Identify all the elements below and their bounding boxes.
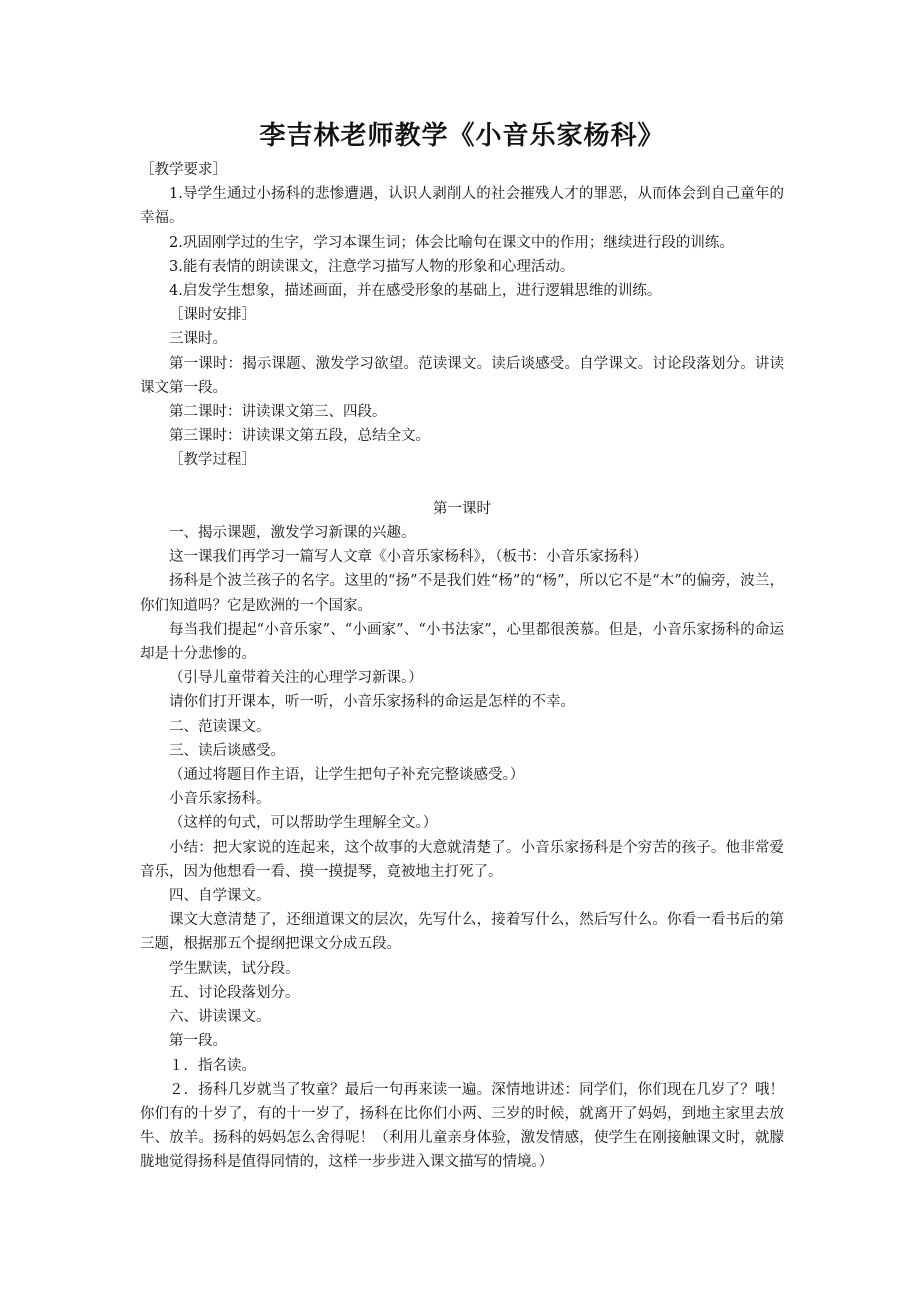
step-6: 六、讲读课文。 [169, 1009, 271, 1026]
step-3: 三、读后谈感受。 [169, 742, 285, 759]
schedule-lesson-2: 第二课时：讲读课文第三、四段。 [169, 404, 387, 421]
blank-line [140, 473, 784, 497]
step-2: 二、范读课文。 [169, 718, 271, 735]
schedule-lesson-1: 第一课时：揭示课题、激发学习欲望。范读课文。读后谈感受。自学课文。讨论段落划分。讲读课文第一段。 [140, 355, 784, 396]
document-page [140, 118, 784, 1175]
step-1: 一、揭示课题，激发学习新课的兴趣。 [169, 525, 416, 542]
process-heading: ［教学过程］ [169, 452, 256, 469]
paragraph-5: 请你们打开课本，听一听，小音乐家扬科的命运是怎样的不幸。 [169, 694, 575, 711]
paragraph-12: 第一段。 [169, 1033, 227, 1050]
step-5: 五、讨论段落划分。 [169, 984, 300, 1001]
requirements-heading: ［教学要求］ [140, 162, 227, 178]
paragraph-7: 小音乐家扬科。 [169, 791, 271, 808]
paragraph-1: 这一课我们再学习一篇写人文章《小音乐家杨科》，（板书：小音乐家扬科） [169, 549, 648, 566]
paragraph-13: １．指名读。 [169, 1057, 256, 1074]
schedule-heading: ［课时安排］ [169, 307, 256, 324]
paragraph-10: 课文大意清楚了，还细道课文的层次，先写什么，接着写什么，然后写什么。你看一看书后的第三题，根据那五个提纲把课文分成五段。 [140, 912, 784, 953]
paragraph-14: ２．扬科几岁就当了牧童？最后一句再来读一遍。深情地讲述：同学们，你们现在几岁了？哦！你们有的十岁了，有的十一岁了，扬科在比你们小两、三岁的时候，就离开了妈妈，到地主家里去放牛、放羊。扬科的妈妈怎么舍得呢！（利用儿童亲身体验，激发情感，使学生在刚接触课文时，就朦胧地觉得扬科是值得同情的，这样一步步进入课文描写的情境。） [140, 1081, 784, 1171]
paragraph-11: 学生默读，试分段。 [169, 960, 300, 977]
paragraph-8: （这样的句式，可以帮助学生理解全文。） [169, 815, 438, 832]
paragraph-3: 每当我们提起“小音乐家”、“小画家”、“小书法家”，心里都很羡慕。但是，小音乐家扬科的命运却是十分悲惨的。 [140, 621, 784, 663]
step-4: 四、自学课文。 [169, 888, 271, 905]
schedule-lesson-3: 第三课时：讲读课文第五段，总结全文。 [169, 428, 430, 445]
lesson-1-heading: 第一课时 [433, 500, 491, 517]
requirement-3: 3.能有表情的朗读课文，注意学习描写人物的形象和心理活动。 [169, 258, 575, 275]
requirement-2: 2.巩固刚学过的生字，学习本课生词；体会比喻句在课文中的作用；继续进行段的训练。 [169, 234, 734, 251]
paragraph-9: 小结：把大家说的连起来，这个故事的大意就清楚了。小音乐家扬科是个穷苦的孩子。他非常爱音乐，因为他想看一看、摸一摸提琴，竟被地主打死了。 [140, 839, 784, 880]
paragraph-2: 扬科是个波兰孩子的名字。这里的“扬”不是我们姓“杨”的“杨”，所以它不是“木”的偏旁，波兰，你们知道吗？它是欧洲的一个国家。 [140, 573, 784, 614]
schedule-total: 三课时。 [169, 331, 227, 348]
paragraph-4: （引导儿童带着关注的心理学习新课。） [169, 670, 423, 687]
paragraph-6: （通过将题目作主语，让学生把句子补充完整谈感受。） [169, 767, 525, 784]
requirement-4: 4.启发学生想象，描述画面，并在感受形象的基础上，进行逻辑思维的训练。 [169, 283, 662, 300]
document-title: 李吉林老师教学《小音乐家杨科》 [259, 121, 665, 151]
requirement-1: 1.导学生通过小扬科的悲惨遭遇，认识人剥削人的社会摧残人才的罪恶，从而体会到自己童年的幸福。 [140, 186, 784, 227]
